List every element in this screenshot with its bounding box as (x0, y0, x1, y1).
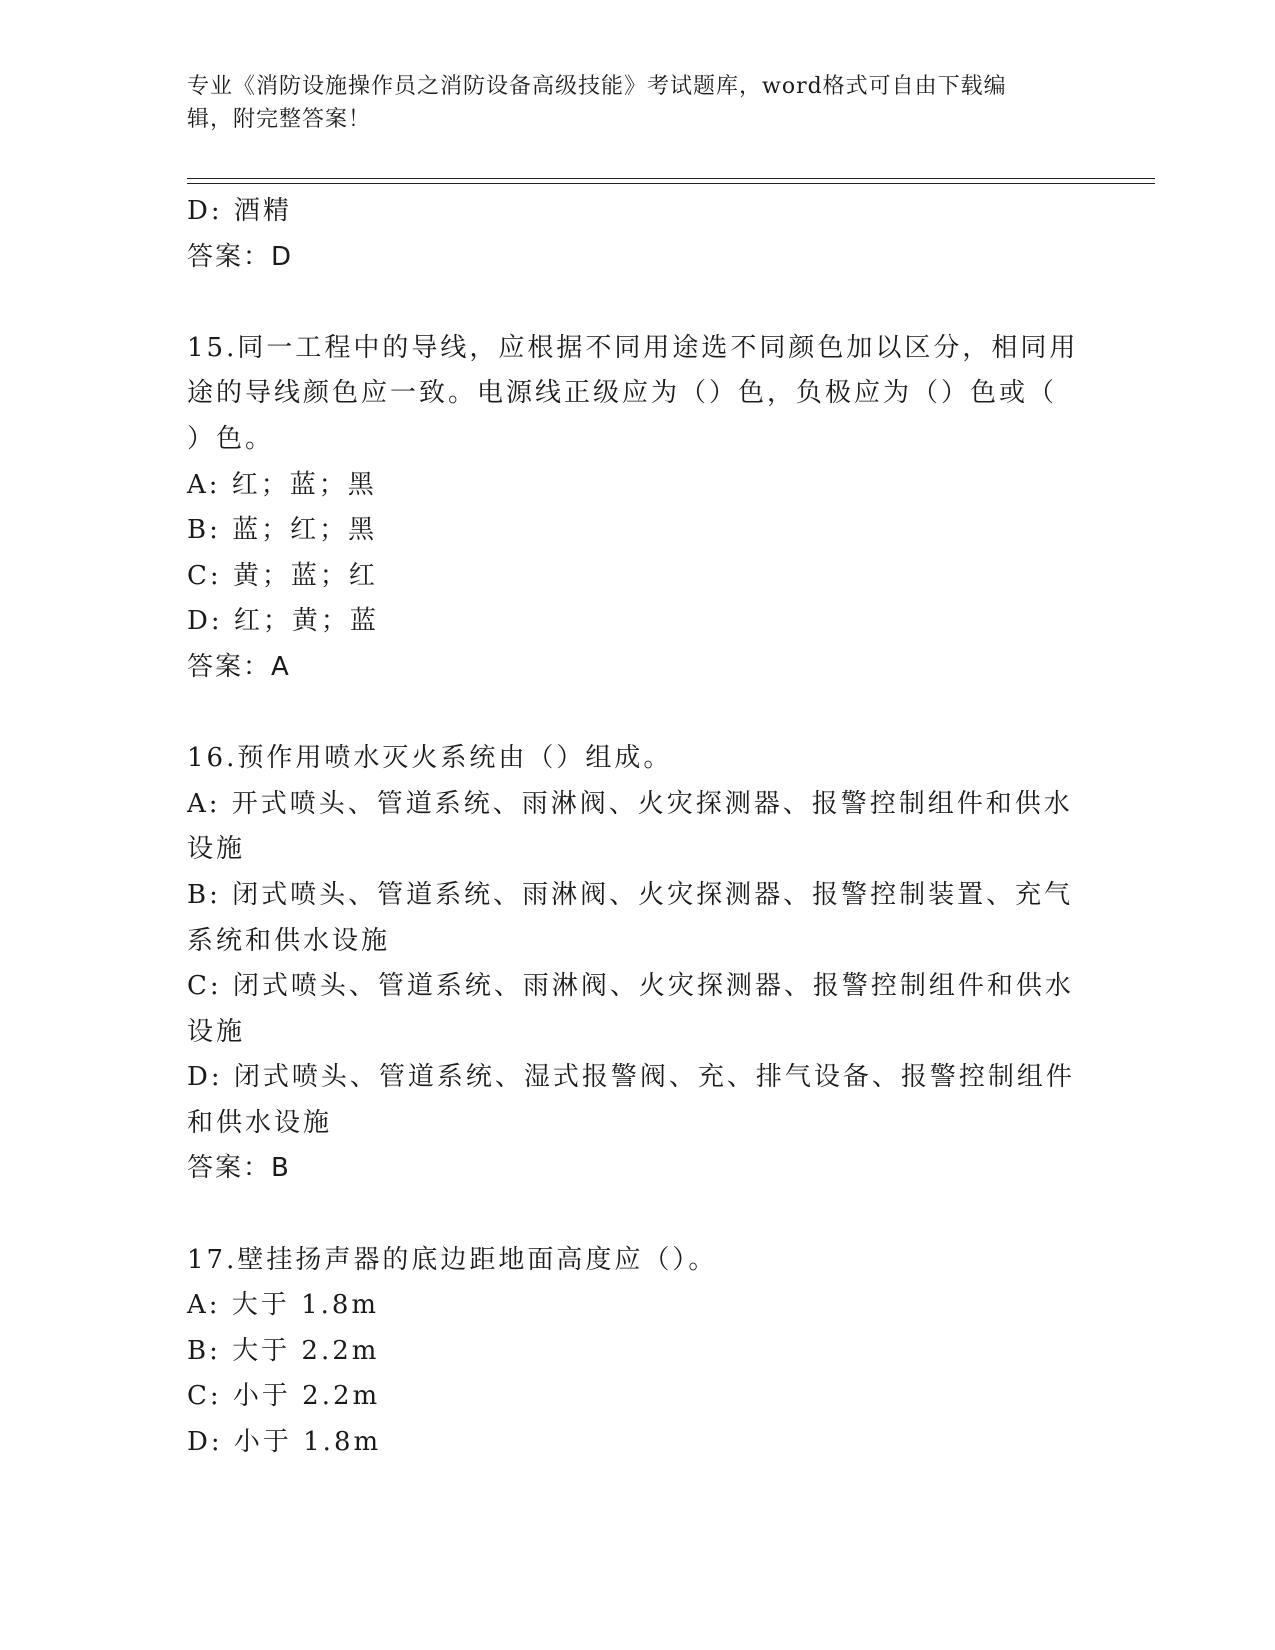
option-a: A: 红；蓝；黑 (187, 469, 377, 500)
spacer (187, 691, 1067, 737)
option-d-continued: 和供水设施 (187, 1107, 333, 1138)
answer-line: 答案：B (187, 1153, 291, 1184)
option-c: C: 小于 2.2m (187, 1381, 381, 1412)
header-line-1: 专业《消防设施操作员之消防设备高级技能》考试题库，word格式可自由下载编 (187, 74, 1007, 99)
question-block-17 (187, 1238, 1067, 1466)
option-c: C: 闭式喷头、管道系统、雨淋阀、火灾探测器、报警控制组件和供水 (187, 971, 1074, 1002)
option-a: A: 大于 1.8m (187, 1290, 380, 1321)
option-d: D: 闭式喷头、管道系统、湿式报警阀、充、排气设备、报警控制组件 (187, 1062, 1075, 1093)
question-stem: 17.壁挂扬声器的底边距地面高度应（）。 (187, 1244, 718, 1275)
option-b: B: 蓝；红；黑 (187, 515, 378, 546)
option-d: D: 红；黄；蓝 (187, 606, 379, 637)
option-c-continued: 设施 (187, 1016, 246, 1047)
option-a-continued: 设施 (187, 834, 246, 865)
question-stem: 16.预作用喷水灭火系统由（）组成。 (187, 743, 673, 774)
header-line-2: 辑，附完整答案！ (187, 107, 372, 132)
option-d: D: 小于 1.8m (187, 1427, 382, 1458)
question-stem-line: 途的导线颜色应一致。电源线正级应为（）色，负极应为（）色或（ (187, 378, 1058, 409)
question-block-15 (187, 326, 1079, 691)
option-c: C: 黄；蓝；红 (187, 560, 378, 591)
question-block-16 (187, 736, 1075, 1192)
question-stem-line: ）色。 (187, 423, 275, 454)
answer-line: 答案：A (187, 651, 291, 682)
question-block-prev (187, 189, 1067, 280)
option-b: B: 闭式喷头、管道系统、雨淋阀、火灾探测器、报警控制装置、充气 (187, 879, 1074, 910)
option-d: D: 酒精 (187, 196, 292, 226)
question-stem-line: 15.同一工程中的导线，应根据不同用途选不同颜色加以区分，相同用 (187, 332, 1079, 363)
header-divider-top (187, 178, 1155, 179)
page-header (187, 70, 1067, 136)
spacer (187, 1192, 1067, 1238)
header-divider-bottom (187, 183, 1155, 184)
option-a: A: 开式喷头、管道系统、雨淋阀、火灾探测器、报警控制组件和供水 (187, 788, 1073, 819)
document-body (187, 189, 1079, 1466)
answer-line: 答案：D (187, 241, 294, 272)
spacer (187, 280, 1067, 326)
option-b: B: 大于 2.2m (187, 1335, 380, 1366)
option-b-continued: 系统和供水设施 (187, 925, 391, 956)
